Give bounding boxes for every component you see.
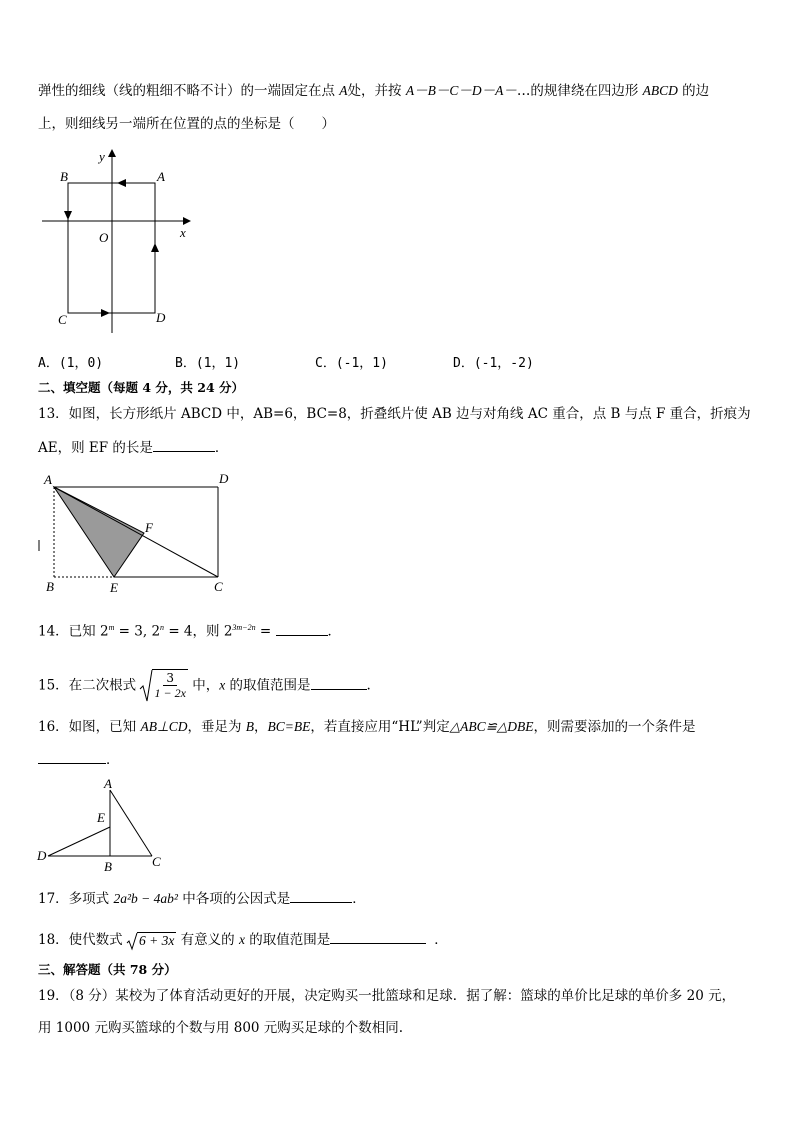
q12-point-a: A: [339, 83, 348, 98]
q17-prefix: 17．多项式: [38, 891, 114, 907]
q17-line: [38, 888, 366, 909]
q18-radical: [127, 932, 176, 950]
q16-end: ．: [106, 752, 120, 768]
q17-answer-blank[interactable]: [290, 888, 352, 903]
q18-prefix: 18．使代数式: [38, 932, 127, 948]
q16-text-a: 16．如图，已知: [38, 719, 141, 735]
label-o: O: [99, 230, 109, 245]
label-d: D: [156, 310, 166, 325]
q15-end: .: [366, 677, 371, 694]
q12-text-c: …的规律绕在四边形: [516, 83, 643, 99]
q16-text-c: ，: [254, 719, 268, 735]
label-d: D: [219, 471, 229, 486]
q15-var: x: [219, 677, 226, 693]
q12-line-2: 上，则细线另一端所在位置的点的坐标是（ ）: [38, 116, 335, 132]
q16-equal: BC=BE: [267, 719, 311, 734]
segment-ac: [110, 790, 152, 856]
q15-mid: 中，: [187, 677, 220, 694]
label-b: B: [104, 859, 112, 874]
q18-radicand: 6 + 3x: [138, 932, 175, 948]
label-c: C: [214, 579, 223, 594]
q15-numerator: 3: [163, 671, 177, 686]
q18-end: ．: [434, 932, 448, 948]
q13-end: ．: [214, 440, 229, 456]
q14-exp-2: n: [160, 623, 165, 632]
q14-prefix: 14．已知: [38, 623, 100, 640]
label-b: B: [60, 169, 68, 184]
q14-exp-3: 3m−2n: [232, 623, 256, 632]
choice-a: A．(1，0): [38, 356, 104, 371]
q12-sequence: A－B－C－D－A－: [405, 83, 517, 98]
q14-eq: =: [255, 623, 276, 640]
q15-prefix: 15．在二次根式: [38, 677, 141, 694]
q14-base-3: 2: [223, 623, 233, 640]
q19-line-1: 19．（8 分）某校为了体育活动更好的开展，决定购买一批篮球和足球．据了解：篮球的单价比足球的单价多 20 元，: [38, 988, 736, 1004]
label-c: C: [152, 854, 161, 869]
q13-line-1: 13．如图，长方形纸片 ABCD 中，AB=6，BC=8，折叠纸片使 AB 边与对角线 AC 重合，点 B 与点 F 重合，折痕为: [38, 406, 751, 422]
q15-denominator: 1 − 2x: [154, 686, 186, 700]
q16-congruent: △ABC≌△DBE: [449, 719, 534, 734]
q14-mid-2: = 4，则: [164, 623, 224, 640]
q16-foot: B: [245, 719, 255, 734]
label-a: A: [44, 472, 52, 487]
q19-line-2: 用 1000 元购买篮球的个数与用 800 元购买足球的个数相同.: [38, 1020, 404, 1036]
label-b: B: [46, 579, 54, 594]
q17-suffix: 中各项的公因式是: [177, 891, 291, 907]
label-d: D: [37, 848, 47, 863]
section-3-title: 三、解答题（共 78 分）: [38, 962, 177, 977]
segment-de: [48, 827, 110, 856]
q14-base-2: 2: [151, 623, 161, 640]
q17-end: ．: [352, 891, 366, 907]
label-f: F: [145, 520, 153, 535]
choice-d: D．(-1，-2): [453, 356, 534, 371]
q12-quadrilateral: ABCD: [642, 83, 678, 98]
q16-text-d: ，若直接应用“HL”判定: [310, 719, 450, 735]
q16-text-b: ，垂足为: [187, 719, 246, 735]
label-e: E: [97, 810, 105, 825]
q14-mid: = 3,: [114, 623, 152, 640]
section-2-title: 二、填空题（每题 4 分，共 24 分）: [38, 380, 245, 395]
q17-expression: 2a²b − 4ab²: [113, 891, 178, 906]
q14-end: ．: [327, 623, 341, 640]
q16-text-e: ，则需要添加的一个条件是: [533, 719, 696, 735]
label-e: E: [110, 580, 118, 595]
label-a: A: [104, 776, 112, 791]
q12-text-d: 的边: [677, 83, 710, 99]
q13-text: AE，则 EF 的长是: [38, 440, 153, 456]
q14-base-1: 2: [99, 623, 109, 640]
label-x: x: [180, 225, 186, 240]
label-c: C: [58, 312, 67, 327]
q15-suffix: 的取值范围是: [225, 677, 311, 694]
q12-text-a: 弹性的细线（线的粗细不略不计）的一端固定在点: [38, 83, 340, 99]
label-y: y: [99, 149, 105, 164]
q14-exp-1: m: [108, 623, 115, 632]
q18-mid: 有意义的: [176, 932, 239, 948]
choice-c: C．(-1，1): [315, 356, 388, 371]
q16-perp: AB⊥CD: [140, 719, 188, 734]
label-a: A: [157, 169, 165, 184]
q18-suffix: 的取值范围是: [244, 932, 331, 948]
choice-b: B．(1，1): [175, 356, 241, 371]
q18-line: [38, 929, 448, 950]
q18-answer-blank[interactable]: [330, 929, 426, 944]
q12-text-b: 处，并按: [347, 83, 406, 99]
q18-var: x: [238, 932, 245, 947]
